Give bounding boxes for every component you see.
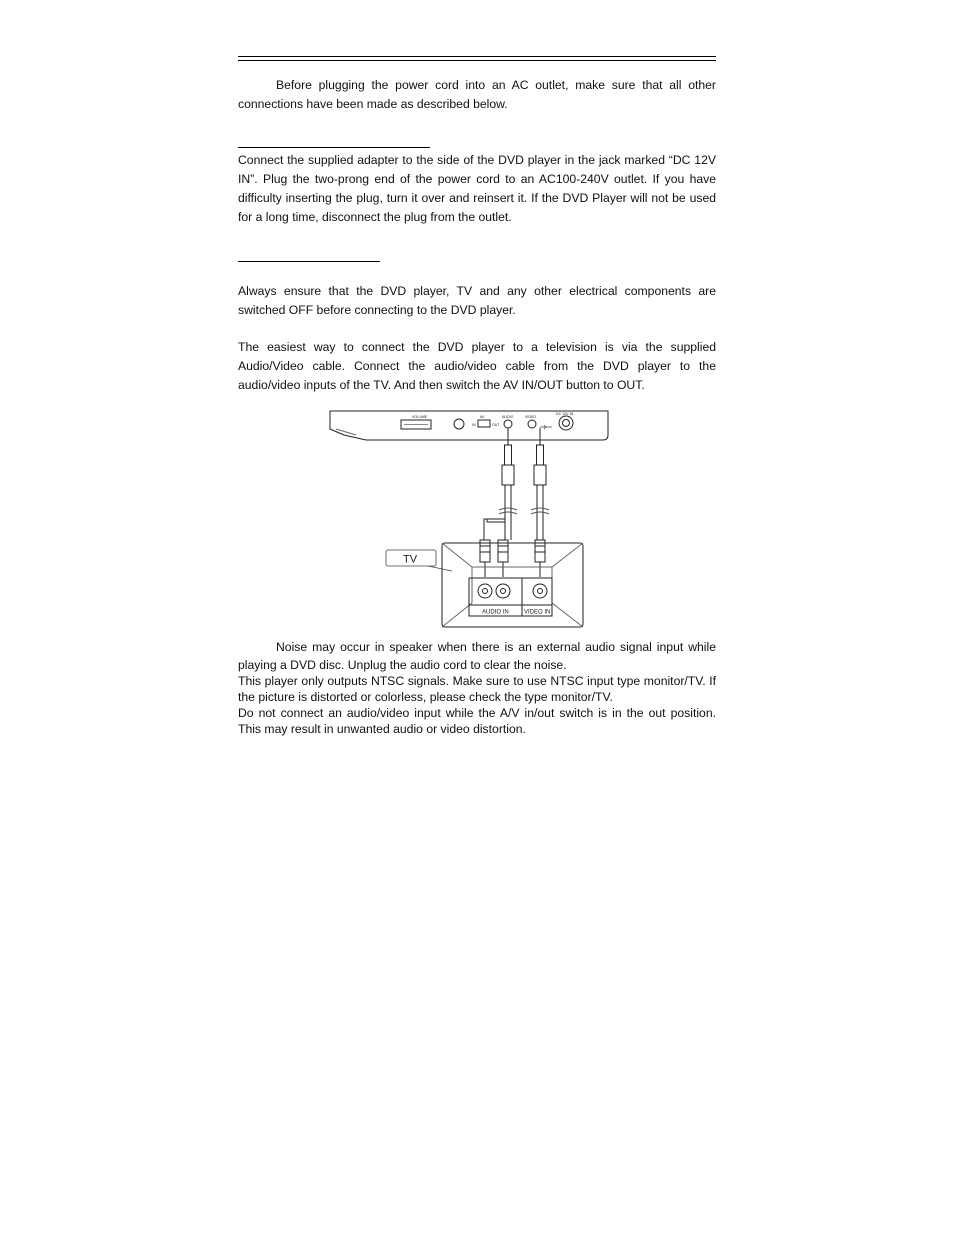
in-label: IN xyxy=(472,423,476,427)
audio-l-jack xyxy=(478,584,492,598)
video-in-label: VIDEO IN xyxy=(524,609,551,616)
video-jack xyxy=(533,584,547,598)
dc-label: DC 12V IN xyxy=(556,412,574,416)
video-label: VIDEO xyxy=(525,415,537,419)
headphone-jack-icon xyxy=(454,419,464,429)
polarity-icon xyxy=(540,425,552,429)
tv-back-panel xyxy=(442,543,583,627)
tv-callout-leader xyxy=(428,566,452,571)
out-label: OUT xyxy=(492,423,500,427)
audio-in-label: AUDIO IN xyxy=(482,609,509,616)
easiest-paragraph: The easiest way to connect the DVD player to a television is via the supplied Audio/Video cable. Connect the audio/video cable from the DVD player to the audio/video inputs of the TV. And then switch the AV IN/OUT button to OUT. xyxy=(238,340,716,392)
av-label: AV xyxy=(480,415,485,419)
volume-label: VOLUME xyxy=(412,415,428,419)
audio-r-jack xyxy=(496,584,510,598)
audio-label: AUDIO xyxy=(502,415,514,419)
note-noise: Noise may occur in speaker when there is an external audio signal input while playing a DVD disc. Unplug the audio cord to clear the noise. xyxy=(238,640,716,672)
top-double-rule xyxy=(238,56,716,61)
connection-section-heading-rule xyxy=(238,261,380,262)
note-ntsc: This player only outputs NTSC signals. Make sure to use NTSC input type monitor/TV. If the picture is distorted or colorless, please check the type monitor/TV. xyxy=(238,674,716,704)
av-cables xyxy=(480,428,549,577)
connection-diagram xyxy=(326,405,616,635)
av-switch xyxy=(478,420,490,427)
ensure-paragraph: Always ensure that the DVD player, TV and any other electrical components are switched OFF before connecting to the DVD player. xyxy=(238,284,716,317)
power-section-heading-rule xyxy=(238,147,430,148)
intro-paragraph: Before plugging the power cord into an AC outlet, make sure that all other connections have been made as described below. xyxy=(238,78,716,111)
note-av-switch: Do not connect an audio/video input while the A/V in/out switch is in the out position. This may result in unwanted audio or video distortion. xyxy=(238,706,716,736)
tv-label: TV xyxy=(403,553,418,566)
power-paragraph: Connect the supplied adapter to the side of the DVD player in the jack marked “DC 12V IN”. Plug the two-prong end of the power cord to an AC100-240V outlet. If you have difficulty inserting the plug, turn it over and reinsert it. If the DVD Player will not be used for a long time, disconnect the plug from the outlet. xyxy=(238,153,716,224)
